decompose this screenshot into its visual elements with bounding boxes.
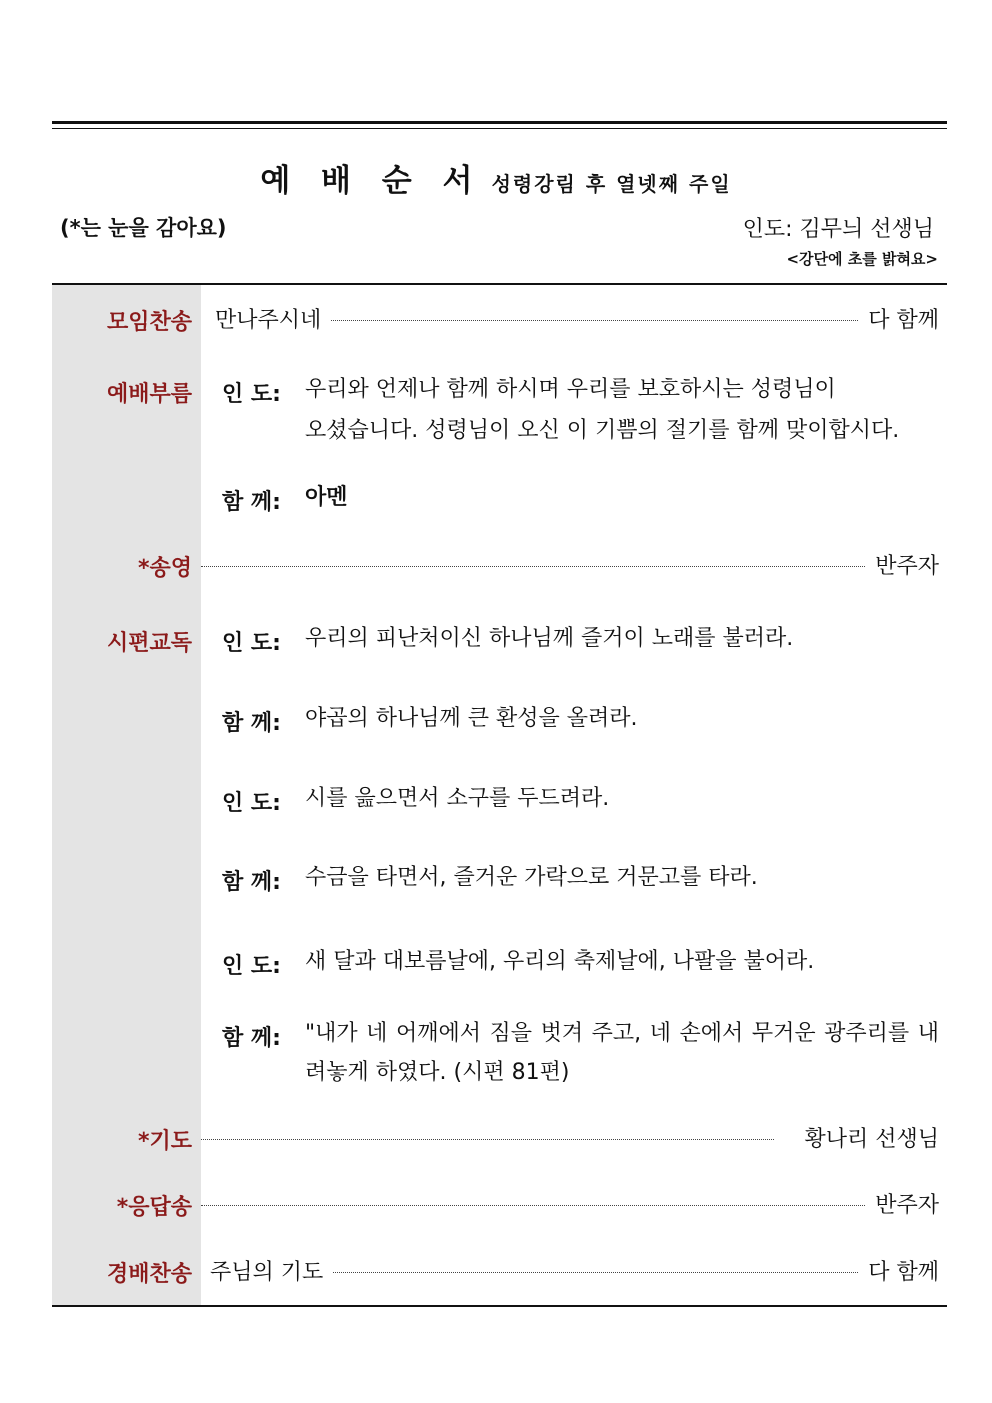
doxology-row — [201, 549, 939, 580]
prayer-row — [201, 1122, 939, 1153]
worship-hymn-label: 경배찬송 — [106, 1262, 192, 1287]
gathering-hymn-title: 만나주시네 — [215, 308, 322, 333]
prayer-who: 황나리 선생님 — [804, 1127, 939, 1152]
call-leader-speaker: 인 도: — [222, 382, 281, 407]
call-leader-line-1: 우리와 언제나 함께 하시며 우리를 보호하시는 성령님이 — [305, 377, 836, 402]
dotted-leader — [201, 566, 865, 567]
call-all-speaker: 함 께: — [222, 490, 281, 515]
psalm-speaker-5: 인 도: — [222, 954, 281, 979]
response-song-row — [201, 1188, 939, 1219]
worship-hymn-row — [201, 1255, 939, 1286]
psalm-speaker-6: 함 께: — [222, 1026, 281, 1051]
psalm-speaker-2: 함 께: — [222, 711, 281, 736]
psalm-line-4: 수금을 타면서, 즐거운 가락으로 거문고를 타라. — [305, 865, 758, 890]
gathering-hymn-who: 다 함께 — [868, 308, 939, 333]
dotted-leader — [333, 1272, 858, 1273]
page-subtitle: 성령강림 후 열넷째 주일 — [491, 172, 732, 196]
response-song-who: 반주자 — [875, 1193, 939, 1218]
call-leader-line-2: 오셨습니다. 성령님이 오신 이 기쁨의 절기를 함께 맞이합시다. — [305, 418, 900, 443]
doxology-who: 반주자 — [875, 554, 939, 579]
top-double-rule — [52, 121, 947, 124]
psalm-line-6: "내가 네 어깨에서 짐을 벗겨 주고, 네 손에서 무거운 광주리를 내려놓게 하였다. (시편 81편) — [305, 1021, 939, 1085]
candle-note: <강단에 초를 밝혀요> — [786, 250, 938, 268]
psalm-speaker-4: 함 께: — [222, 870, 281, 895]
section-bottom-rule — [52, 1305, 947, 1307]
prayer-label: *기도 — [137, 1129, 192, 1154]
dotted-leader — [331, 320, 858, 321]
psalm-line-2: 야곱의 하나님께 큰 환성을 올려라. — [305, 706, 638, 731]
response-song-label: *응답송 — [116, 1195, 192, 1220]
top-double-rule-thin — [52, 128, 947, 129]
dotted-leader — [201, 1139, 774, 1140]
call-to-worship-label: 예배부름 — [106, 382, 192, 407]
page-title: 예 배 순 서 — [260, 163, 483, 199]
psalm-speaker-3: 인 도: — [222, 791, 281, 816]
dotted-leader — [201, 1205, 865, 1206]
worship-hymn-title: 주님의 기도 — [210, 1260, 324, 1285]
eyes-closed-note: (*는 눈을 감아요) — [60, 216, 227, 240]
doxology-label: *송영 — [137, 556, 192, 581]
gathering-hymn-label: 모임찬송 — [106, 310, 192, 335]
call-all-text: 아멘 — [305, 485, 348, 510]
psalm-line-3: 시를 읊으면서 소구를 두드려라. — [305, 786, 610, 811]
leader-name: 인도: 김무늬 선생님 — [742, 217, 934, 242]
gathering-hymn-row — [201, 303, 939, 334]
title-row — [0, 155, 992, 200]
psalm-speaker-1: 인 도: — [222, 631, 281, 656]
psalm-reading-label: 시편교독 — [106, 631, 192, 656]
worship-hymn-who: 다 함께 — [868, 1260, 939, 1285]
psalm-line-5: 새 달과 대보름날에, 우리의 축제날에, 나팔을 불어라. — [305, 949, 815, 974]
psalm-line-1: 우리의 피난처이신 하나님께 즐거이 노래를 불러라. — [305, 626, 794, 651]
